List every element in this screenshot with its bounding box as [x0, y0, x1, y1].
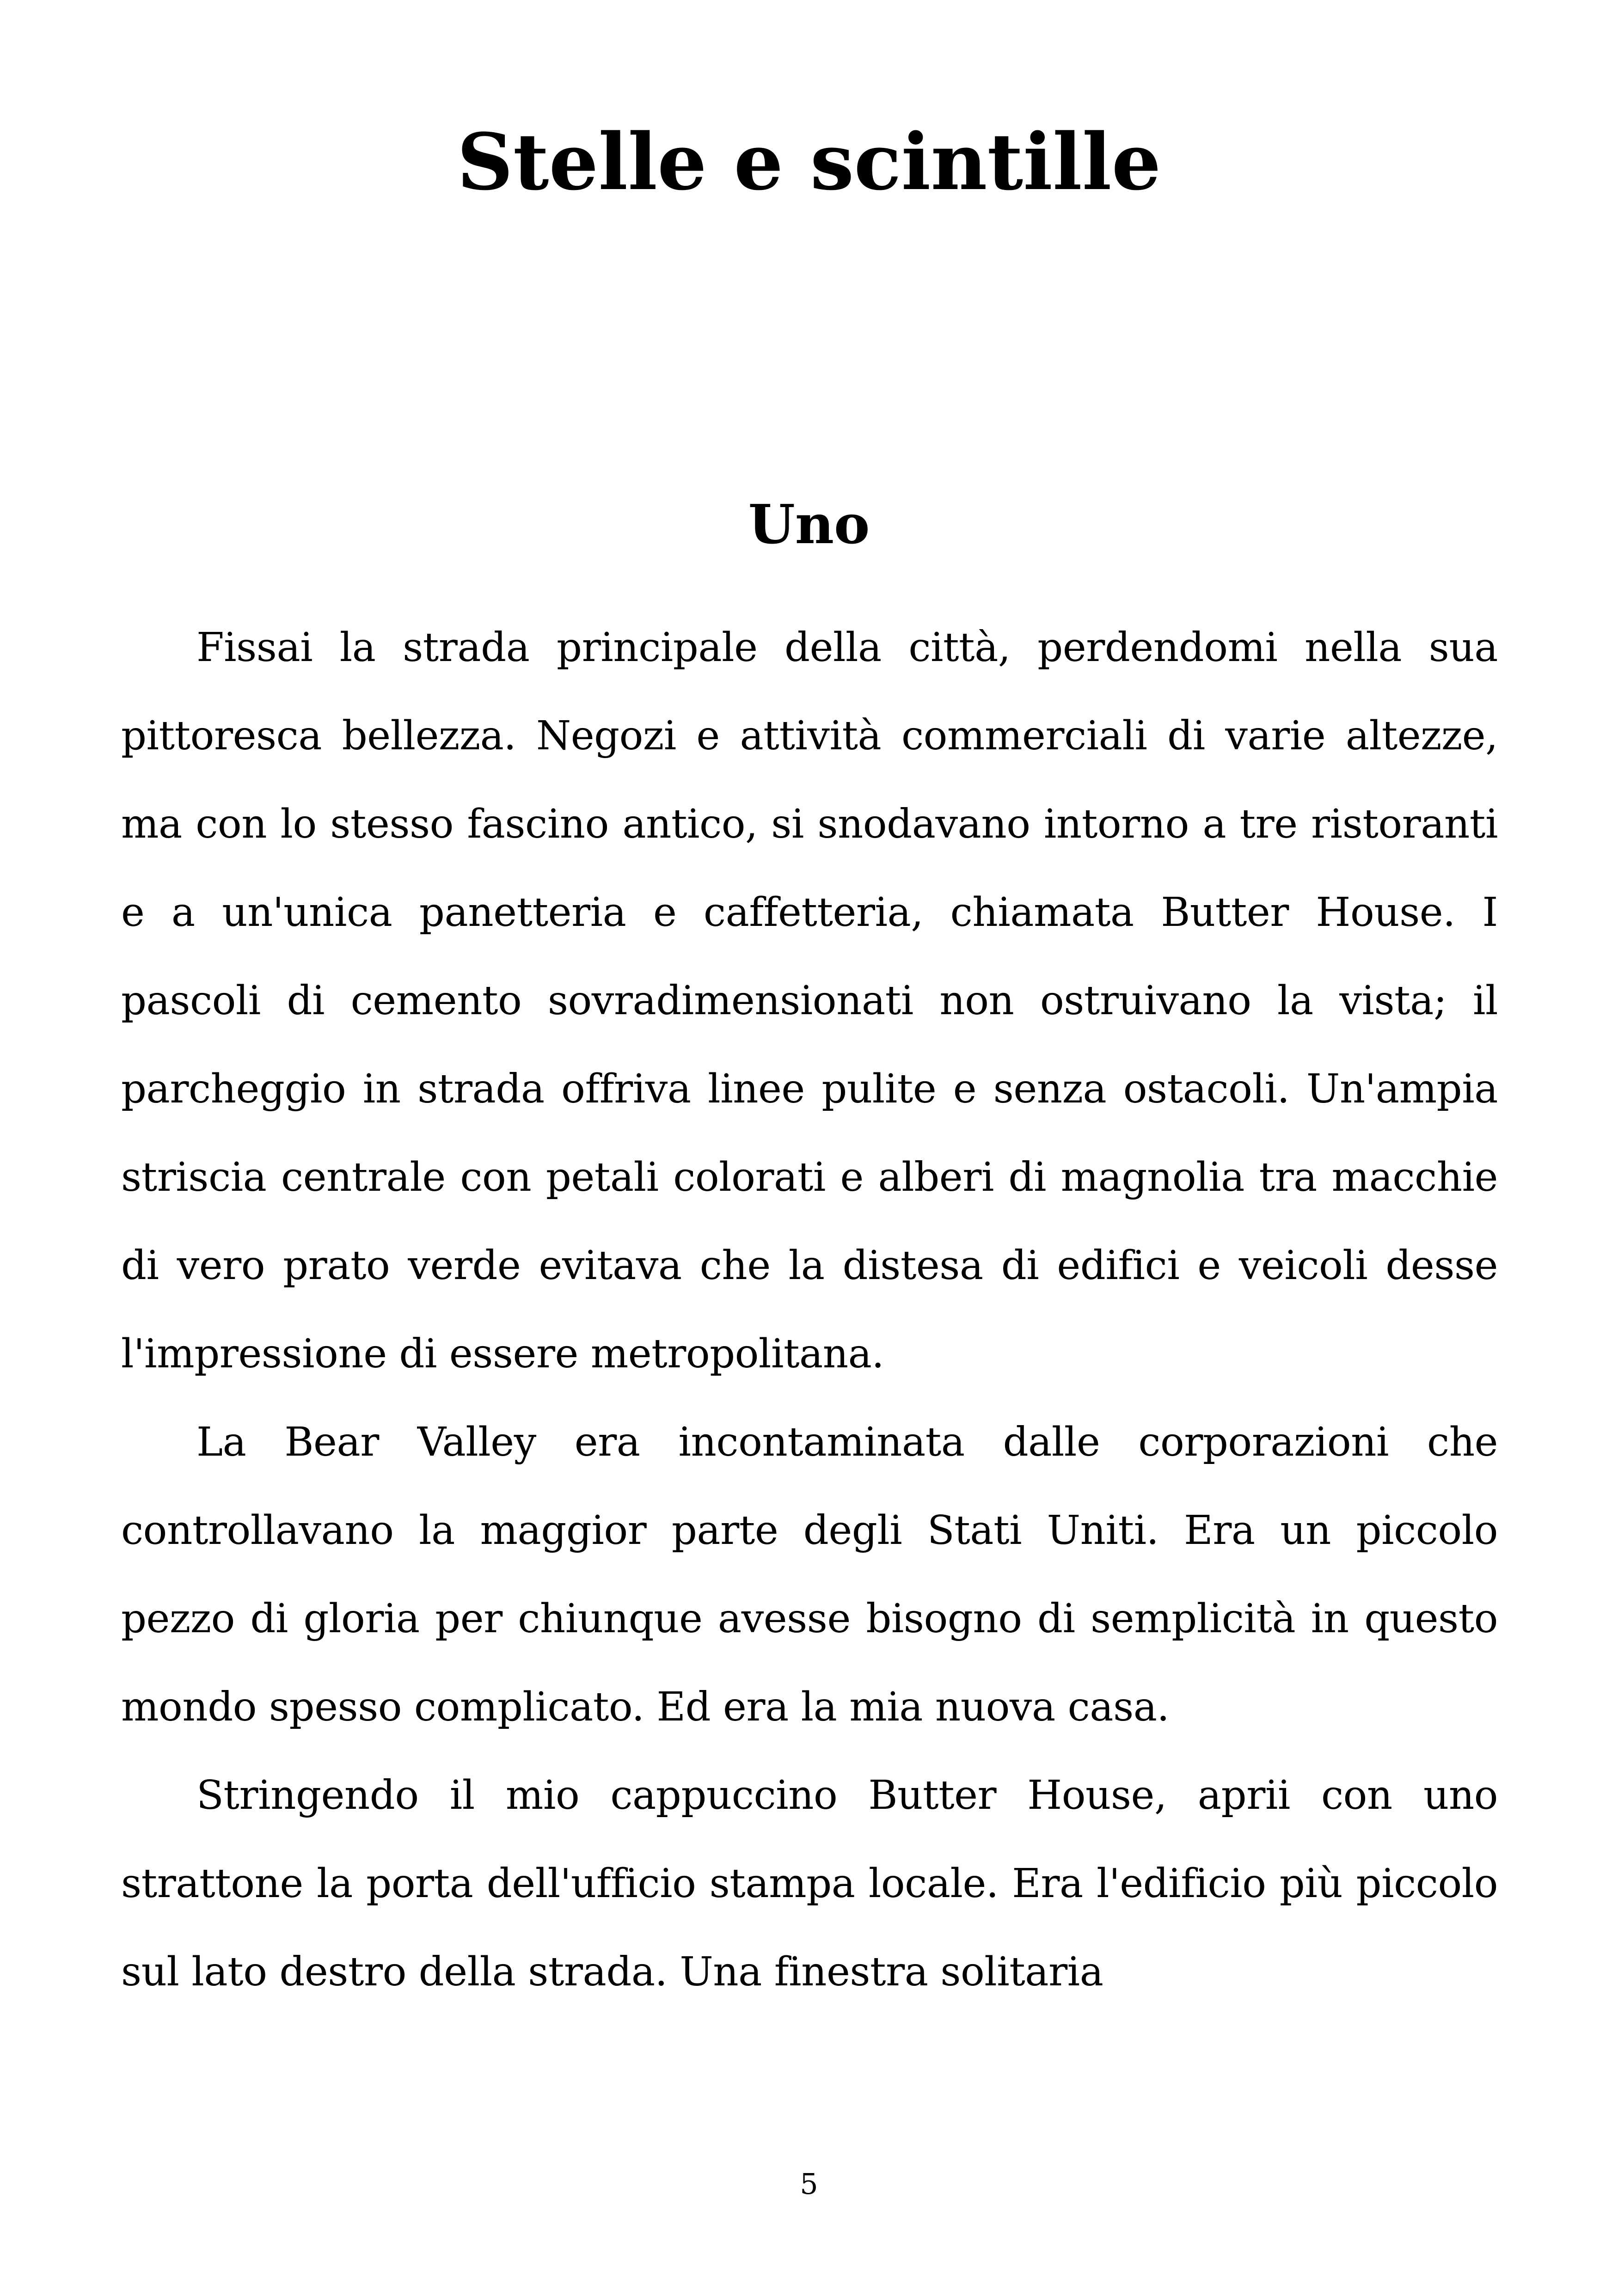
paragraph: Stringendo il mio cappuccino Butter House, aprii con uno strattone la porta dell'ufficio stampa locale. Era l'edificio più piccolo sul lato destro della strada. Una finestra solitaria: [121, 1772, 1498, 1995]
paragraph: La Bear Valley era incontaminata dalle corporazioni che controllavano la maggior parte degli Stati Uniti. Era un piccolo pezzo di gloria per chiunque avesse bisogno di semplicità in questo mondo spesso complicato. Ed era la mia nuova casa.: [121, 1419, 1498, 1730]
paragraph: Fissai la strada principale della città, perdendomi nella sua pittoresca bellezza. Negozi e attività commerciali di varie altezze, ma con lo stesso fascino antico, si snodavano intorno a tre ristoranti e a un'unica panetteria e caffetteria, chiamata Butter House. I pascoli di cemento sovradimensionati non ostruivano la vista; il parcheggio in strada offriva linee pulite e senza ostacoli. Un'ampia striscia centrale con petali colorati e alberi di magnolia tra macchie di vero prato verde evitava che la distesa di edifici e veicoli desse l'impressione di essere metropolitana.: [121, 625, 1498, 1377]
chapter-heading: Uno: [748, 493, 870, 556]
book-title: Stelle e scintille: [457, 116, 1161, 208]
page-number: 5: [800, 2167, 818, 2201]
chapter-body: [121, 604, 1498, 2016]
